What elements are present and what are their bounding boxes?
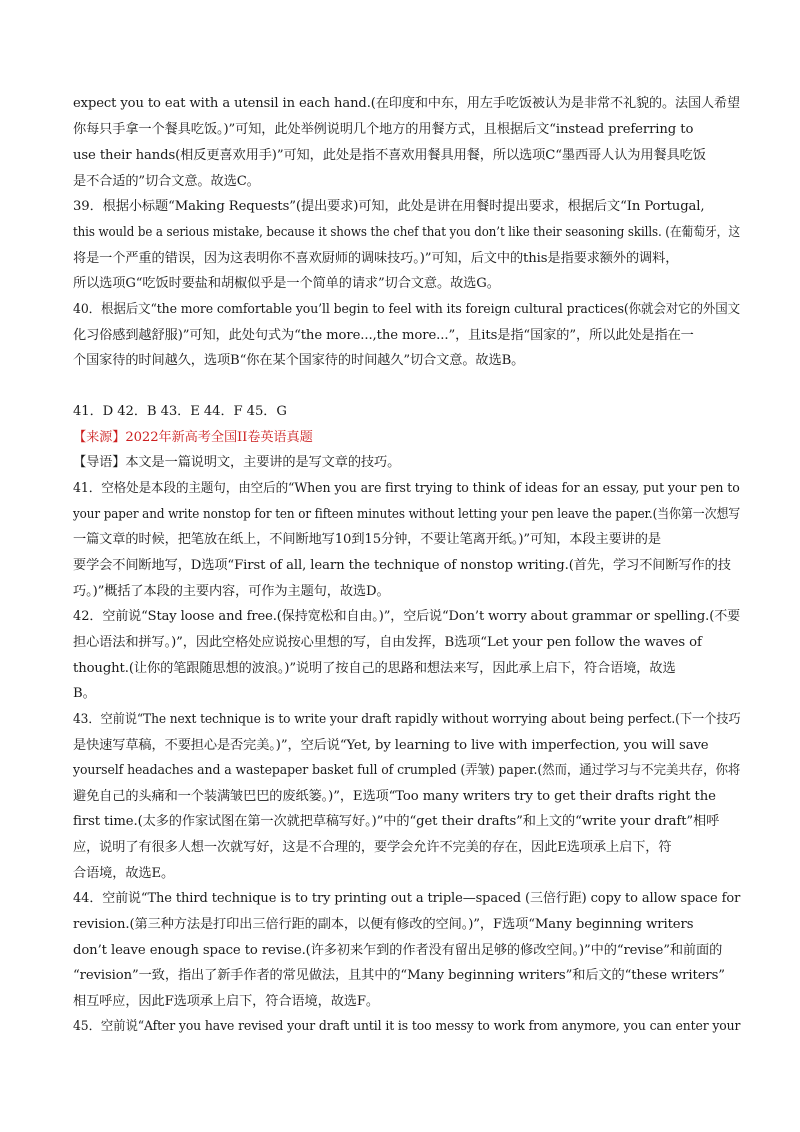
text-line: 你每只手拿一个餐具吃饭。)”可知，此处举例说明几个地方的用餐方式，且根据后文“instead preferring to: [73, 122, 694, 137]
text-line: 一篇文章的时候，把笔放在纸上，不间断地写10到15分钟，不要让笔离开纸。)”可知，本段主要讲的是: [73, 532, 661, 547]
text-line: 42．空前说“Stay loose and free.(保持宽松和自由。)”，空后说“Don’t worry about grammar or spelling.(不要: [73, 609, 741, 624]
text-line: 巧。)”概括了本段的主要内容，可作为主题句，故选D。: [73, 584, 390, 599]
text-line: 个国家待的时间越久，选项B“你在某个国家待的时间越久”切合文意。故选B。: [73, 353, 525, 368]
intro-label: 【导语】本文是一篇说明文，主要讲的是写文章的技巧。: [73, 455, 401, 470]
text-line: first time.(太多的作家试图在第一次就把草稿写好。)”中的“get their drafts”和上文的“write your draft”相呼: [73, 814, 720, 829]
text-line: expect you to eat with a utensil in each hand.(在印度和中东，用左手吃饭被认为是非常不礼貌的。法国人希望: [73, 96, 741, 111]
text-line: 避免自己的头痛和一个装满皱巴巴的废纸篓。)”，E选项“Too many writers try to get their drafts right the: [73, 789, 716, 804]
text-line: 43．空前说“The next technique is to write your draft rapidly without worrying about being perfect.(下一个技巧: [73, 712, 741, 727]
text-line: don’t leave enough space to revise.(许多初来乍到的作者没有留出足够的修改空间。)”中的“revise”和前面的: [73, 943, 723, 958]
text-line: 是快速写草稿，不要担心是否完美。)”，空后说“Yet, by learning to live with imperfection, you will save: [73, 738, 709, 753]
text-line: 所以选项G“吃饭时要盐和胡椒似乎是一个简单的请求”切合文意。故选G。: [73, 276, 500, 291]
text-line: 将是一个严重的错误，因为这表明你不喜欢厨师的调味技巧。)”可知，后文中的this是指要求额外的调料，: [73, 251, 679, 266]
text-line: revision.(第三种方法是打印出三倍行距的副本，以便有修改的空间。)”，F选项“Many beginning writers: [73, 917, 694, 932]
text-line: 要学会不间断地写，D选项“First of all, learn the technique of nonstop writing.(首先，学习不间断写作的技: [73, 558, 731, 573]
text-line: 44．空前说“The third technique is to try printing out a triple—spaced (三倍行距) copy to allow space for: [73, 891, 741, 906]
text-line: 是不合适的”切合文意。故选C。: [73, 174, 260, 189]
text-line: 41．空格处是本段的主题句，由空后的“When you are first trying to think of ideas for an essay, put your pen to: [73, 481, 740, 496]
text-line: your paper and write nonstop for ten or fifteen minutes without letting your pen leave the paper.(当你第一次想写: [73, 507, 741, 522]
answer-key: 41．D 42．B 43．E 44．F 45．G: [73, 404, 287, 419]
text-line: 应，说明了有很多人想一次就写好，这是不合理的，要学会允许不完美的存在，因此E选项承上启下，符: [73, 840, 672, 855]
text-line: 40．根据后文“the more comfortable you’ll begin to feel with its foreign cultural practices(你就会对它的外国文: [73, 302, 740, 317]
text-line: this would be a serious mistake, because it shows the chef that you don’t like their seasoning skills. (在葡萄牙，这: [73, 225, 741, 240]
text-line: use their hands(相反更喜欢用手)”可知，此处是指不喜欢用餐具用餐，所以选项C“墨西哥人认为用餐具吃饭: [73, 148, 706, 163]
text-line: B。: [73, 686, 96, 701]
source-label: 【来源】2022年新高考全国II卷英语真题: [73, 430, 313, 445]
text-line: 相互呼应，因此F选项承上启下，符合语境，故选F。: [73, 994, 380, 1009]
text-line: 45．空前说“After you have revised your draft until it is too messy to work from anymore, you can enter your: [73, 1019, 741, 1034]
text-line: 39．根据小标题“Making Requests”(提出要求)可知，此处是讲在用餐时提出要求，根据后文“In Portugal,: [73, 199, 705, 214]
text-line: 合语境，故选E。: [73, 866, 175, 881]
text-line: yourself headaches and a wastepaper basket full of crumpled (弄皱) paper.(然而，通过学习与不完美共存，你将: [73, 763, 741, 778]
text-line: 担心语法和拼写。)”，因此空格处应说按心里想的写，自由发挥，B选项“Let your pen follow the waves of: [73, 635, 702, 650]
text-line: 化习俗感到越舒服)”可知，此处句式为“the more...,the more...”，且its是指“国家的”，所以此处是指在一: [73, 328, 694, 343]
text-line: “revision”一致，指出了新手作者的常见做法，且其中的“Many beginning writers”和后文的“these writers”: [73, 968, 725, 983]
text-line: thought.(让你的笔跟随思想的波浪。)”说明了按自己的思路和想法来写，因此承上启下，符合语境，故选: [73, 661, 676, 676]
